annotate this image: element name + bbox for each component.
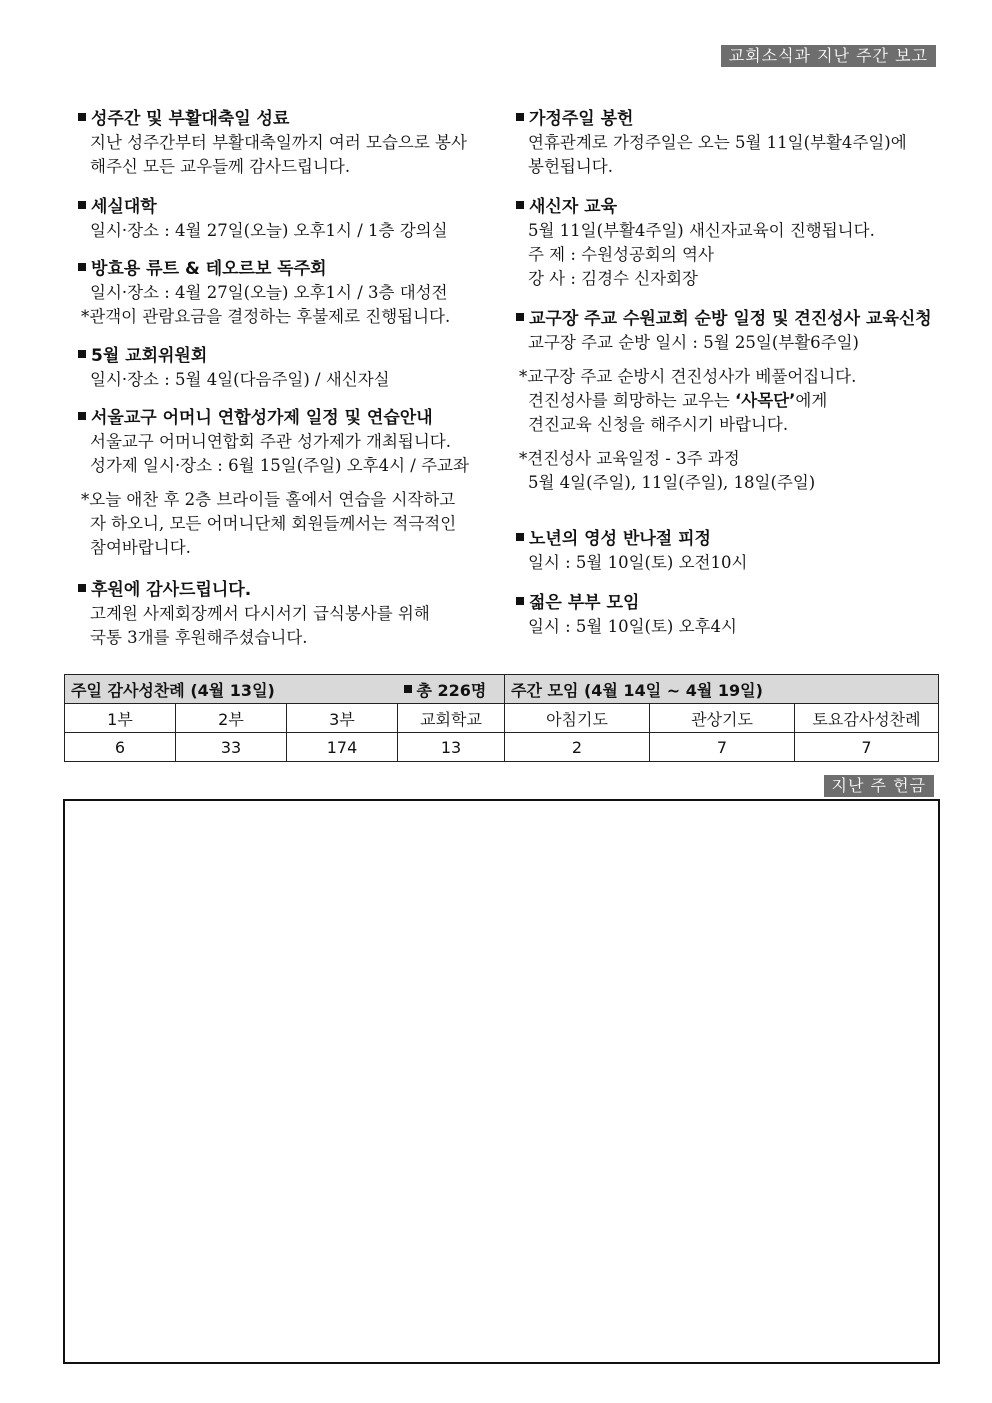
- section-label-offering: 지난 주 헌금: [824, 775, 934, 797]
- emphasis-text: ‘사목단’: [735, 391, 796, 410]
- attendance-column-row: [65, 704, 939, 733]
- weekly-meeting-title: 주간 모임 (4월 14일 ~ 4월 19일): [505, 675, 939, 704]
- news-item: [78, 344, 498, 406]
- news-item: [78, 578, 498, 650]
- news-note: *견진성사 교육일정 - 3주 과정: [519, 449, 740, 468]
- news-line: 일시 : 5월 10일(토) 오후4시: [528, 617, 737, 636]
- attendance-table: [64, 674, 939, 762]
- news-item: [516, 195, 936, 307]
- news-item: [516, 107, 936, 195]
- news-item: [78, 107, 498, 195]
- news-note: *오늘 애찬 후 2층 브라이들 홀에서 연습을 시작하고: [81, 490, 456, 509]
- news-line: 주 제 : 수원성공회의 역사: [528, 245, 714, 264]
- bullet-icon: [404, 685, 412, 693]
- table-cell: 7: [650, 733, 795, 762]
- news-item-title: 교구장 주교 수원교회 순방 일정 및 견진성사 교육신청: [529, 309, 932, 329]
- table-cell: 교회학교: [398, 704, 505, 733]
- news-line: 일시 : 5월 10일(토) 오전10시: [528, 553, 748, 572]
- news-line: 성가제 일시·장소 : 6월 15일(주일) 오후4시 / 주교좌: [90, 456, 469, 475]
- bullet-icon: [516, 313, 524, 321]
- table-cell: 2: [505, 733, 650, 762]
- news-note: 자 하오니, 모든 어머니단체 회원들께서는 적극적인: [90, 514, 457, 533]
- news-line: 5월 11일(부활4주일) 새신자교육이 진행됩니다.: [528, 221, 875, 240]
- news-line: 서울교구 어머니연합회 주관 성가제가 개최됩니다.: [90, 432, 451, 451]
- news-note: *관객이 관람요금을 결정하는 후불제로 진행됩니다.: [81, 307, 451, 326]
- news-column-right: [516, 107, 936, 639]
- news-line: 일시·장소 : 5월 4일(다음주일) / 새신자실: [90, 370, 390, 389]
- bullet-icon: [516, 201, 524, 209]
- attendance-value-row: [65, 733, 939, 762]
- bullet-icon: [78, 412, 86, 420]
- news-item-title: 성주간 및 부활대축일 성료: [91, 109, 290, 129]
- news-item: [516, 591, 936, 639]
- news-item: [516, 307, 936, 527]
- bullet-icon: [78, 584, 86, 592]
- news-note: 견진성사를 희망하는 교우는 ‘사목단’에게: [528, 391, 828, 410]
- bullet-icon: [516, 533, 524, 541]
- news-item-title: 젊은 부부 모임: [529, 593, 640, 613]
- section-label-church-news: 교회소식과 지난 주간 보고: [721, 45, 936, 67]
- news-note: 5월 4일(주일), 11일(주일), 18일(주일): [528, 473, 816, 492]
- news-item-title: 새신자 교육: [529, 197, 618, 217]
- news-note: 견진교육 신청을 해주시기 바랍니다.: [528, 415, 789, 434]
- news-item-title: 서울교구 어머니 연합성가제 일정 및 연습안내: [91, 408, 433, 428]
- news-item: [78, 195, 498, 257]
- news-line: 고계원 사제회장께서 다시서기 급식봉사를 위해: [90, 604, 430, 623]
- news-item: [78, 257, 498, 344]
- news-line: 연휴관계로 가정주일은 오는 5월 11일(부활4주일)에: [528, 133, 907, 152]
- news-item-title: 후원에 감사드립니다.: [91, 580, 252, 600]
- sunday-service-title: 주일 감사성찬례 (4월 13일): [65, 675, 398, 704]
- news-line: 강 사 : 김경수 신자회장: [528, 269, 698, 288]
- table-cell: 174: [287, 733, 398, 762]
- news-line: 일시·장소 : 4월 27일(오늘) 오후1시 / 3층 대성전: [90, 283, 448, 302]
- table-cell: 6: [65, 733, 176, 762]
- news-note: 참여바랍니다.: [90, 538, 191, 557]
- table-cell: 2부: [176, 704, 287, 733]
- news-line: 봉헌됩니다.: [528, 157, 613, 176]
- news-line: 해주신 모든 교우들께 감사드립니다.: [90, 157, 351, 176]
- news-line: 지난 성주간부터 부활대축일까지 여러 모습으로 봉사: [90, 133, 467, 152]
- table-cell: 3부: [287, 704, 398, 733]
- total-attendance: 총 226명: [398, 675, 505, 704]
- news-item-title: 방효용 류트 & 테오르보 독주회: [91, 259, 327, 279]
- bullet-icon: [78, 263, 86, 271]
- bullet-icon: [78, 350, 86, 358]
- bullet-icon: [78, 113, 86, 121]
- table-cell: 1부: [65, 704, 176, 733]
- attendance-header-row: [65, 675, 939, 704]
- table-cell: 토요감사성찬례: [795, 704, 939, 733]
- offering-box: [63, 799, 940, 1364]
- news-line: 교구장 주교 순방 일시 : 5월 25일(부활6주일): [528, 333, 859, 352]
- table-cell: 아침기도: [505, 704, 650, 733]
- news-item-title: 세실대학: [91, 197, 157, 217]
- table-cell: 관상기도: [650, 704, 795, 733]
- news-column-left: [78, 107, 498, 650]
- news-item: [516, 527, 936, 591]
- bullet-icon: [516, 113, 524, 121]
- bullet-icon: [78, 201, 86, 209]
- news-note: *교구장 주교 순방시 견진성사가 베풀어집니다.: [519, 367, 857, 386]
- news-item-title: 노년의 영성 반나절 피정: [529, 529, 711, 549]
- news-line: 국통 3개를 후원해주셨습니다.: [90, 628, 308, 647]
- news-item-title: 5월 교회위원회: [91, 346, 208, 366]
- bullet-icon: [516, 597, 524, 605]
- news-line: 일시·장소 : 4월 27일(오늘) 오후1시 / 1층 강의실: [90, 221, 448, 240]
- news-item: [78, 406, 498, 578]
- table-cell: 33: [176, 733, 287, 762]
- table-cell: 7: [795, 733, 939, 762]
- news-item-title: 가정주일 봉헌: [529, 109, 634, 129]
- table-cell: 13: [398, 733, 505, 762]
